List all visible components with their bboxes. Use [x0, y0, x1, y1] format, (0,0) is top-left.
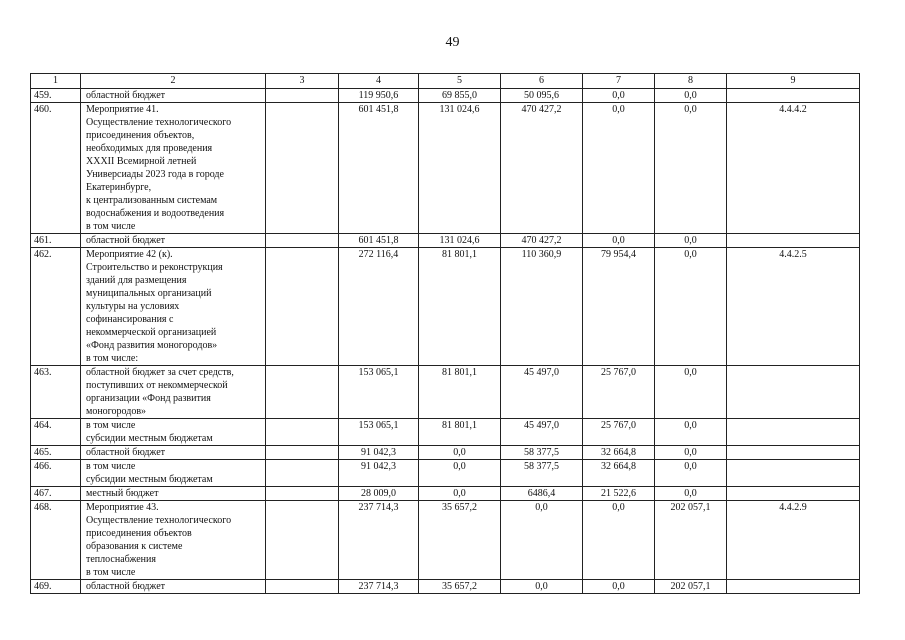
table-row	[31, 446, 860, 460]
col9-code	[727, 366, 860, 419]
col3-cell	[266, 248, 339, 366]
col4-value: 28 009,0	[339, 487, 419, 501]
col8-value: 0,0	[655, 460, 727, 487]
row-description: областной бюджет за счет средств, поступивших от некоммерческой организации «Фонд развития моногородов»	[81, 366, 266, 419]
col8-value: 0,0	[655, 487, 727, 501]
col9-code: 4.4.4.2	[727, 103, 860, 234]
col7-value: 0,0	[583, 234, 655, 248]
col6-value: 0,0	[501, 501, 583, 580]
col7-value: 79 954,4	[583, 248, 655, 366]
col6-value: 470 427,2	[501, 234, 583, 248]
table-row	[31, 419, 860, 446]
col9-code: 4.4.2.9	[727, 501, 860, 580]
col3-cell	[266, 446, 339, 460]
row-number: 465.	[31, 446, 81, 460]
col6-value: 110 360,9	[501, 248, 583, 366]
row-number: 464.	[31, 419, 81, 446]
row-number: 467.	[31, 487, 81, 501]
col6-value: 470 427,2	[501, 103, 583, 234]
col5-value: 131 024,6	[419, 103, 501, 234]
header-cell: 7	[583, 74, 655, 89]
row-number: 462.	[31, 248, 81, 366]
col3-cell	[266, 234, 339, 248]
row-number: 466.	[31, 460, 81, 487]
col3-cell	[266, 103, 339, 234]
col8-value: 0,0	[655, 234, 727, 248]
col7-value: 0,0	[583, 89, 655, 103]
col6-value: 45 497,0	[501, 366, 583, 419]
col4-value: 237 714,3	[339, 501, 419, 580]
row-description: местный бюджет	[81, 487, 266, 501]
col4-value: 272 116,4	[339, 248, 419, 366]
col8-value: 202 057,1	[655, 580, 727, 594]
col4-value: 91 042,3	[339, 460, 419, 487]
col7-value: 21 522,6	[583, 487, 655, 501]
col4-value: 601 451,8	[339, 234, 419, 248]
row-description: Мероприятие 43. Осуществление технологического присоединения объектов образования к системе теплоснабжения в том числе	[81, 501, 266, 580]
col6-value: 58 377,5	[501, 446, 583, 460]
page-number: 49	[445, 35, 460, 50]
header-cell: 5	[419, 74, 501, 89]
row-number: 468.	[31, 501, 81, 580]
row-number: 459.	[31, 89, 81, 103]
col5-value: 81 801,1	[419, 248, 501, 366]
col3-cell	[266, 580, 339, 594]
col5-value: 0,0	[419, 487, 501, 501]
row-number: 460.	[31, 103, 81, 234]
col3-cell	[266, 460, 339, 487]
col7-value: 25 767,0	[583, 419, 655, 446]
col8-value: 202 057,1	[655, 501, 727, 580]
col9-code: 4.4.2.5	[727, 248, 860, 366]
table-body	[31, 89, 860, 594]
header-cell: 8	[655, 74, 727, 89]
col6-value: 45 497,0	[501, 419, 583, 446]
col5-value: 81 801,1	[419, 366, 501, 419]
table-row	[31, 460, 860, 487]
col8-value: 0,0	[655, 89, 727, 103]
row-description: в том числе субсидии местным бюджетам	[81, 419, 266, 446]
table-row	[31, 89, 860, 103]
col5-value: 81 801,1	[419, 419, 501, 446]
col7-value: 0,0	[583, 580, 655, 594]
table-row	[31, 103, 860, 234]
col5-value: 35 657,2	[419, 501, 501, 580]
col4-value: 153 065,1	[339, 366, 419, 419]
table-row	[31, 248, 860, 366]
col8-value: 0,0	[655, 419, 727, 446]
header-cell: 1	[31, 74, 81, 89]
header-cell: 2	[81, 74, 266, 89]
table-row	[31, 501, 860, 580]
col8-value: 0,0	[655, 446, 727, 460]
col4-value: 153 065,1	[339, 419, 419, 446]
row-number: 469.	[31, 580, 81, 594]
col9-code	[727, 460, 860, 487]
col4-value: 237 714,3	[339, 580, 419, 594]
col3-cell	[266, 89, 339, 103]
row-description: в том числе субсидии местным бюджетам	[81, 460, 266, 487]
col4-value: 601 451,8	[339, 103, 419, 234]
col3-cell	[266, 487, 339, 501]
col5-value: 131 024,6	[419, 234, 501, 248]
col8-value: 0,0	[655, 366, 727, 419]
table-row	[31, 580, 860, 594]
row-description: Мероприятие 42 (к). Строительство и реконструкция зданий для размещения муниципальных организаций культуры на условиях софинансирования с некоммерческой организацией «Фонд развития моногородов» в том числе:	[81, 248, 266, 366]
col9-code	[727, 89, 860, 103]
col5-value: 35 657,2	[419, 580, 501, 594]
col9-code	[727, 580, 860, 594]
row-number: 463.	[31, 366, 81, 419]
col7-value: 25 767,0	[583, 366, 655, 419]
row-description: областной бюджет	[81, 234, 266, 248]
col6-value: 50 095,6	[501, 89, 583, 103]
col7-value: 0,0	[583, 501, 655, 580]
table-row	[31, 234, 860, 248]
row-description: областной бюджет	[81, 580, 266, 594]
col5-value: 0,0	[419, 460, 501, 487]
header-cell: 3	[266, 74, 339, 89]
col7-value: 0,0	[583, 103, 655, 234]
col9-code	[727, 446, 860, 460]
col7-value: 32 664,8	[583, 446, 655, 460]
budget-table	[30, 73, 860, 594]
col3-cell	[266, 501, 339, 580]
col3-cell	[266, 366, 339, 419]
col9-code	[727, 234, 860, 248]
row-description: областной бюджет	[81, 89, 266, 103]
row-number: 461.	[31, 234, 81, 248]
col5-value: 0,0	[419, 446, 501, 460]
col7-value: 32 664,8	[583, 460, 655, 487]
col3-cell	[266, 419, 339, 446]
table-header-row	[31, 74, 860, 89]
row-description: областной бюджет	[81, 446, 266, 460]
col4-value: 119 950,6	[339, 89, 419, 103]
col9-code	[727, 419, 860, 446]
col4-value: 91 042,3	[339, 446, 419, 460]
row-description: Мероприятие 41. Осуществление технологического присоединения объектов, необходимых для проведения XXXII Всемирной летней Универсиады 2023 года в городе Екатеринбурге, к централизованным системам водоснабжения и водоотведения в том числе	[81, 103, 266, 234]
col8-value: 0,0	[655, 248, 727, 366]
header-cell: 6	[501, 74, 583, 89]
col8-value: 0,0	[655, 103, 727, 234]
col6-value: 6486,4	[501, 487, 583, 501]
header-cell: 9	[727, 74, 860, 89]
header-cell: 4	[339, 74, 419, 89]
table-row	[31, 487, 860, 501]
table-row	[31, 366, 860, 419]
col9-code	[727, 487, 860, 501]
col6-value: 0,0	[501, 580, 583, 594]
col5-value: 69 855,0	[419, 89, 501, 103]
col6-value: 58 377,5	[501, 460, 583, 487]
